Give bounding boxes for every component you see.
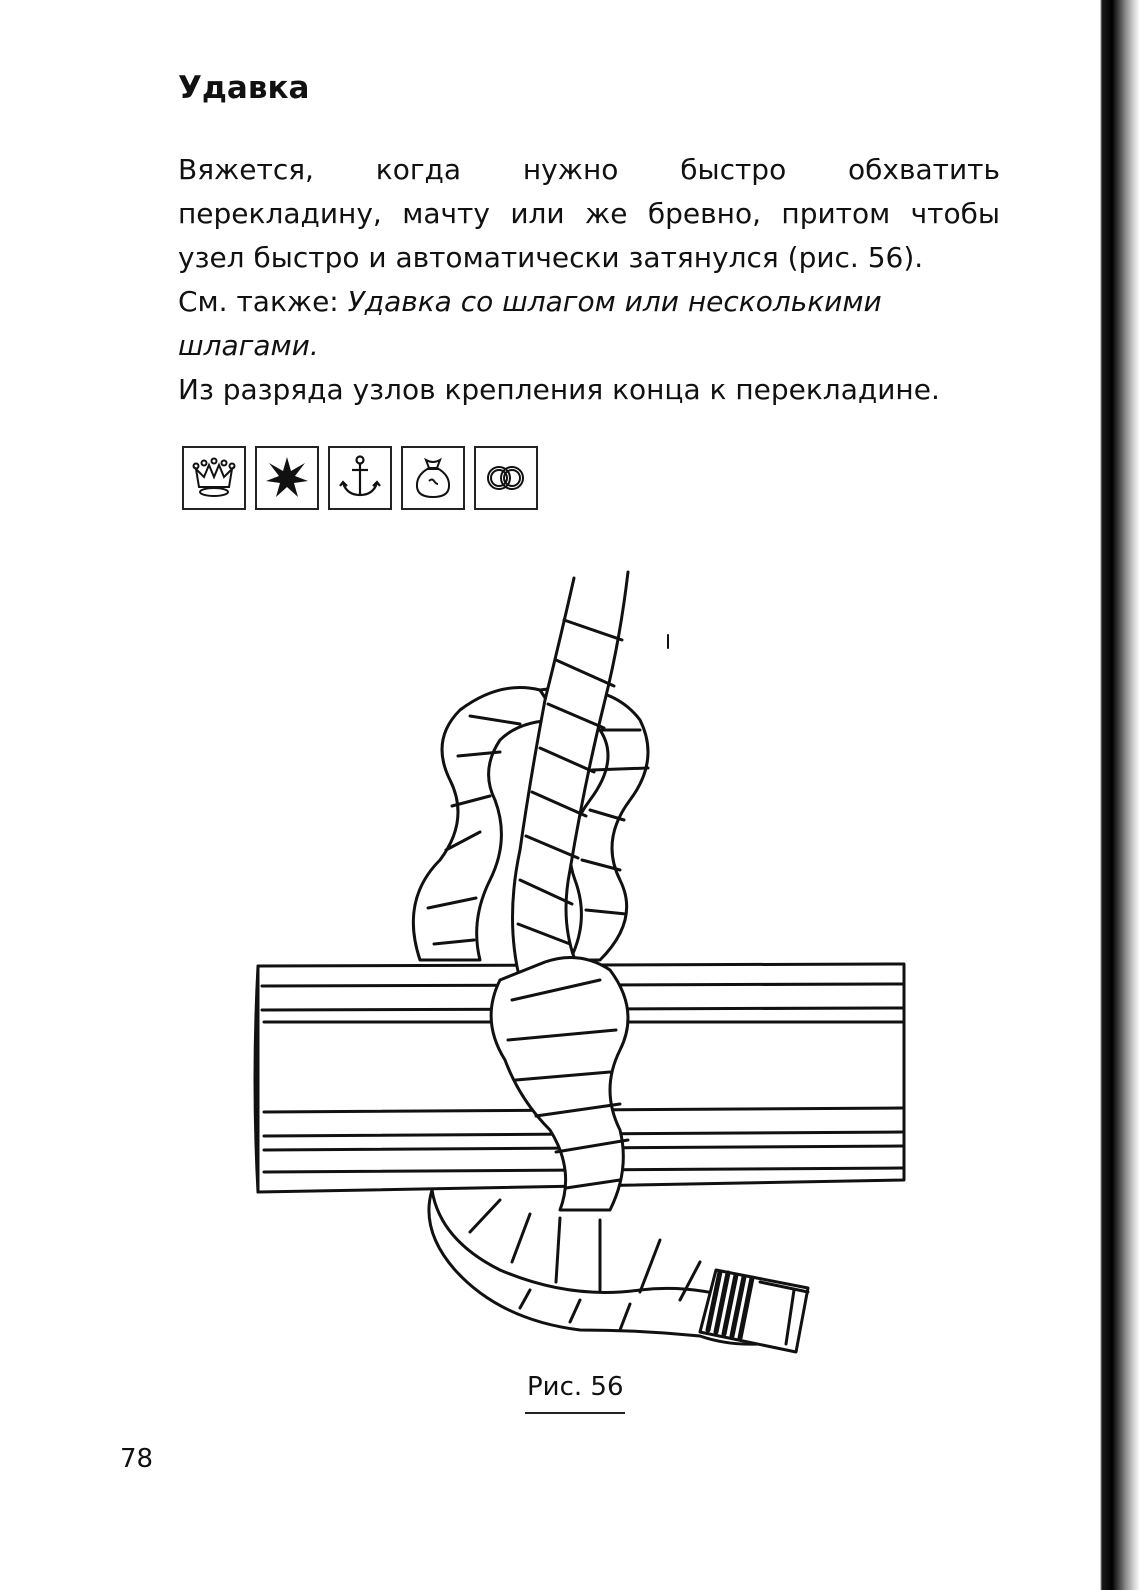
rings-icon bbox=[474, 446, 538, 510]
star-icon bbox=[255, 446, 319, 510]
knot-illustration bbox=[240, 565, 920, 1365]
body-text bbox=[178, 148, 1000, 412]
sack-icon bbox=[401, 446, 465, 510]
knot-usage-icons bbox=[182, 446, 538, 510]
see-also-paragraph bbox=[178, 280, 1000, 368]
description-paragraph: Вяжется, когда нужно быстро обхватить перекладину, мачту или же бревно, притом чтобы узел быстро и автоматически затянулся (рис. 56). bbox=[178, 153, 1000, 274]
page-number: 78 bbox=[120, 1444, 154, 1474]
figure-caption: Рис. 56 bbox=[525, 1372, 625, 1414]
see-also-prefix: См. также: bbox=[178, 285, 348, 318]
page-title: Удавка bbox=[178, 70, 310, 106]
category-paragraph: Из разряда узлов крепления конца к перекладине. bbox=[178, 373, 940, 406]
see-also-link[interactable]: Удавка со шлагом или несколькими шлагами. bbox=[178, 285, 882, 362]
page-edge-shadow bbox=[1096, 0, 1140, 1590]
anchor-icon bbox=[328, 446, 392, 510]
crown-icon bbox=[182, 446, 246, 510]
